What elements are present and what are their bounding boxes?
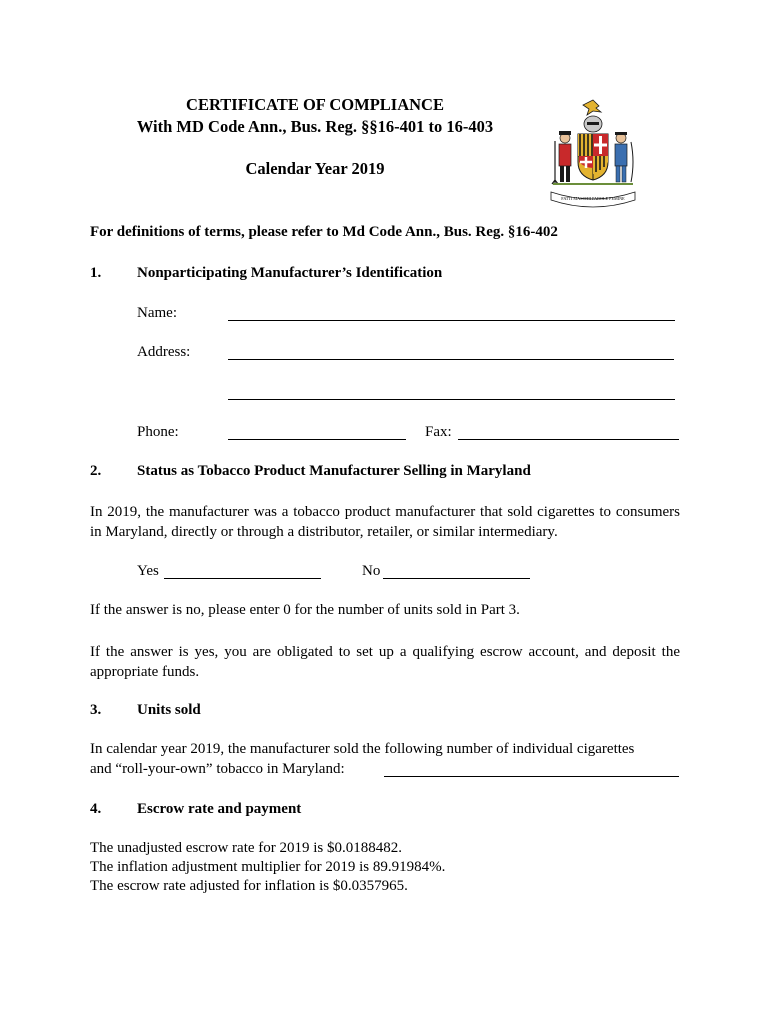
note-if-no: If the answer is no, please enter 0 for the number of units sold in Part 3. [90,602,520,618]
escrow-rate-adjusted: The escrow rate adjusted for inflation is $0.0357965. [90,878,408,894]
phone-label: Phone: [137,424,179,440]
section-3-heading: Units sold [137,702,201,718]
no-label: No [362,563,381,579]
section-2-heading: Status as Tobacco Product Manufacturer Selling in Maryland [137,463,531,479]
yes-field[interactable] [164,578,321,579]
phone-field[interactable] [228,439,406,440]
yes-label: Yes [137,563,159,579]
note-if-yes: If the answer is yes, you are obligated to set up a qualifying escrow account, and deposit the appropriate funds. [90,644,680,680]
maryland-seal-icon [545,96,641,208]
address-field-line-1[interactable] [228,359,674,360]
escrow-rate-unadjusted: The unadjusted escrow rate for 2019 is $0.0188482. [90,840,403,856]
section-2-paragraph: In 2019, the manufacturer was a tobacco product manufacturer that sold cigarettes to consumers in Maryland, directly or through a distributor, retailer, or similar intermediary. [90,504,680,540]
section-3-paragraph-line-1: In calendar year 2019, the manufacturer sold the following number of individual cigarettes [90,741,635,757]
section-1-number: 1. [90,265,102,281]
title-line-1: CERTIFICATE OF COMPLIANCE [186,95,444,114]
section-4-number: 4. [90,801,102,817]
inflation-multiplier: The inflation adjustment multiplier for 2019 is 89.91984%. [90,859,446,875]
address-field-line-2[interactable] [228,399,675,400]
title-calendar-year: Calendar Year 2019 [245,159,385,178]
units-sold-field[interactable] [384,776,679,777]
name-field[interactable] [228,320,675,321]
fax-label: Fax: [425,424,452,440]
title-line-2: With MD Code Ann., Bus. Reg. §§16-401 to 16-403 [136,117,494,136]
section-4-heading: Escrow rate and payment [137,801,302,817]
no-field[interactable] [383,578,530,579]
section-2-number: 2. [90,463,102,479]
address-label: Address: [137,344,191,360]
seal-motto: FATTI MASCHII PAROLE FEMINE [561,196,625,201]
section-1-heading: Nonparticipating Manufacturer’s Identification [137,265,443,281]
name-label: Name: [137,305,177,321]
definitions-note: For definitions of terms, please refer to Md Code Ann., Bus. Reg. §16-402 [90,224,558,240]
section-3-paragraph-line-2: and “roll-your-own” tobacco in Maryland: [90,761,345,777]
section-3-number: 3. [90,702,102,718]
fax-field[interactable] [458,439,679,440]
